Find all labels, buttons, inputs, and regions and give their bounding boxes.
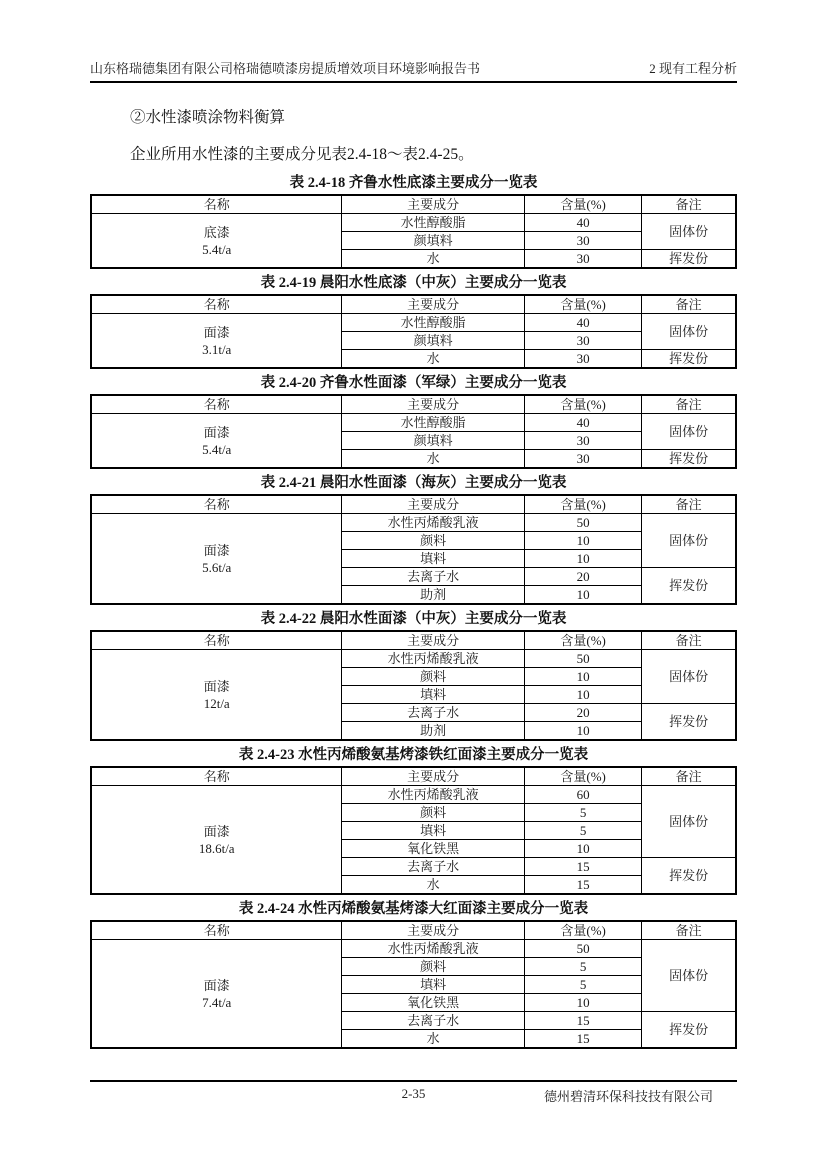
table-caption: 表 2.4-20 齐鲁水性面漆（军绿）主要成分一览表 [260, 375, 567, 391]
column-header: 名称 [91, 767, 342, 786]
column-header: 主要成分 [342, 921, 525, 940]
paint-name-line: 面漆 [203, 542, 230, 558]
content-percent-cell: 5 [524, 822, 641, 840]
content-percent-cell: 10 [524, 994, 641, 1012]
remark-cell: 挥发份 [642, 568, 736, 605]
component-cell: 水性丙烯酸乳液 [342, 786, 525, 804]
column-header: 备注 [642, 631, 736, 650]
column-header: 备注 [642, 495, 736, 514]
paint-name-line: 面漆 [203, 823, 230, 839]
content-percent-cell: 10 [524, 686, 641, 704]
component-cell: 水性丙烯酸乳液 [342, 940, 525, 958]
column-header: 含量(%) [524, 921, 641, 940]
content-percent-cell: 10 [524, 586, 641, 605]
content-percent-cell: 40 [524, 314, 641, 332]
component-cell: 水 [342, 250, 525, 269]
component-cell: 水性醇酸脂 [342, 214, 525, 232]
paint-name-line: 面漆 [203, 424, 230, 440]
component-cell: 水 [342, 1030, 525, 1049]
page-number: 2-35 [401, 1086, 426, 1101]
table-caption: 表 2.4-18 齐鲁水性底漆主要成分一览表 [289, 175, 538, 191]
component-cell: 助剂 [342, 586, 525, 605]
component-cell: 去离子水 [342, 1012, 525, 1030]
composition-table [90, 920, 737, 1049]
table-header-row [91, 767, 736, 786]
component-cell: 颜料 [342, 958, 525, 976]
component-cell: 水 [342, 350, 525, 369]
paint-name-cell [91, 514, 342, 605]
column-header: 含量(%) [524, 495, 641, 514]
paint-name-line: 底漆 [203, 224, 230, 240]
content-percent-cell: 10 [524, 550, 641, 568]
content-percent-cell: 30 [524, 432, 641, 450]
column-header: 备注 [642, 395, 736, 414]
component-cell: 氧化铁黑 [342, 840, 525, 858]
page-header [90, 60, 737, 78]
column-header: 名称 [91, 395, 342, 414]
content-percent-cell: 10 [524, 840, 641, 858]
component-cell: 颜填料 [342, 232, 525, 250]
table-row [91, 314, 736, 332]
composition-table [90, 494, 737, 605]
column-header: 备注 [642, 767, 736, 786]
composition-table [90, 394, 737, 469]
paint-name-line: 12t/a [203, 695, 230, 711]
table-row [91, 414, 736, 432]
remark-cell: 挥发份 [642, 858, 736, 895]
component-cell: 颜填料 [342, 432, 525, 450]
column-header: 名称 [91, 495, 342, 514]
table-header-row [91, 631, 736, 650]
component-cell: 助剂 [342, 722, 525, 741]
paint-name-line: 面漆 [203, 977, 230, 993]
content-percent-cell: 30 [524, 232, 641, 250]
table-header-row [91, 495, 736, 514]
remark-cell: 固体份 [642, 786, 736, 858]
table-header-row [91, 295, 736, 314]
remark-cell: 固体份 [642, 214, 736, 250]
tables-container [90, 174, 737, 1049]
column-header: 名称 [91, 631, 342, 650]
remark-cell: 固体份 [642, 940, 736, 1012]
paint-name-cell [91, 786, 342, 895]
component-cell: 填料 [342, 976, 525, 994]
column-header: 主要成分 [342, 295, 525, 314]
component-cell: 去离子水 [342, 704, 525, 722]
intro-paragraph: 企业所用水性漆的主要成分见表2.4-18～表2.4-25。 [130, 146, 474, 163]
content-percent-cell: 30 [524, 350, 641, 369]
remark-cell: 挥发份 [642, 350, 736, 369]
column-header: 备注 [642, 295, 736, 314]
table-row [91, 514, 736, 532]
column-header: 主要成分 [342, 195, 525, 214]
component-cell: 填料 [342, 822, 525, 840]
component-cell: 填料 [342, 686, 525, 704]
paint-name-cell [91, 214, 342, 269]
column-header: 含量(%) [524, 767, 641, 786]
header-chapter-label: 2 现有工程分析 [649, 61, 737, 76]
component-cell: 水性醇酸脂 [342, 414, 525, 432]
footer-company-name: 德州碧清环保科技技有限公司 [543, 1089, 713, 1104]
content-percent-cell: 10 [524, 532, 641, 550]
paint-name-line: 5.4t/a [202, 241, 232, 257]
column-header: 含量(%) [524, 195, 641, 214]
paint-name-cell [91, 940, 342, 1049]
content-percent-cell: 60 [524, 786, 641, 804]
composition-table [90, 194, 737, 269]
component-cell: 水 [342, 876, 525, 895]
component-cell: 颜料 [342, 668, 525, 686]
content-percent-cell: 20 [524, 568, 641, 586]
content-percent-cell: 10 [524, 722, 641, 741]
section-heading: ②水性漆喷涂物料衡算 [130, 109, 286, 126]
column-header: 主要成分 [342, 631, 525, 650]
paint-name-cell [91, 650, 342, 741]
content-percent-cell: 40 [524, 414, 641, 432]
column-header: 主要成分 [342, 767, 525, 786]
composition-table [90, 294, 737, 369]
remark-cell: 固体份 [642, 514, 736, 568]
paint-name-line: 3.1t/a [202, 341, 232, 357]
content-percent-cell: 5 [524, 976, 641, 994]
component-cell: 水 [342, 450, 525, 469]
table-header-row [91, 195, 736, 214]
component-cell: 去离子水 [342, 568, 525, 586]
header-report-title: 山东格瑞德集团有限公司格瑞德喷漆房提质增效项目环境影响报告书 [90, 61, 481, 76]
component-cell: 填料 [342, 550, 525, 568]
table-row [91, 650, 736, 668]
page-footer [90, 1080, 737, 1104]
composition-table [90, 766, 737, 895]
component-cell: 水性丙烯酸乳液 [342, 650, 525, 668]
remark-cell: 固体份 [642, 414, 736, 450]
content-percent-cell: 30 [524, 332, 641, 350]
column-header: 含量(%) [524, 631, 641, 650]
paint-name-line: 18.6t/a [198, 840, 235, 856]
component-cell: 氧化铁黑 [342, 994, 525, 1012]
column-header: 名称 [91, 195, 342, 214]
component-cell: 颜料 [342, 532, 525, 550]
content-percent-cell: 15 [524, 1030, 641, 1049]
content-percent-cell: 15 [524, 1012, 641, 1030]
table-header-row [91, 921, 736, 940]
remark-cell: 挥发份 [642, 250, 736, 269]
paint-name-line: 5.6t/a [202, 559, 232, 575]
content-percent-cell: 10 [524, 668, 641, 686]
content-percent-cell: 5 [524, 958, 641, 976]
component-cell: 去离子水 [342, 858, 525, 876]
column-header: 含量(%) [524, 395, 641, 414]
content-percent-cell: 40 [524, 214, 641, 232]
paint-name-line: 面漆 [203, 324, 230, 340]
content-percent-cell: 50 [524, 940, 641, 958]
column-header: 备注 [642, 195, 736, 214]
table-header-row [91, 395, 736, 414]
component-cell: 颜料 [342, 804, 525, 822]
table-caption: 表 2.4-24 水性丙烯酸氨基烤漆大红面漆主要成分一览表 [238, 901, 589, 917]
content-percent-cell: 30 [524, 250, 641, 269]
header-rule [90, 81, 737, 83]
table-caption: 表 2.4-21 晨阳水性面漆（海灰）主要成分一览表 [260, 475, 567, 491]
content-percent-cell: 50 [524, 650, 641, 668]
composition-table [90, 630, 737, 741]
component-cell: 水性醇酸脂 [342, 314, 525, 332]
table-caption: 表 2.4-23 水性丙烯酸氨基烤漆铁红面漆主要成分一览表 [238, 747, 589, 763]
paint-name-line: 7.4t/a [202, 994, 232, 1010]
content-percent-cell: 15 [524, 858, 641, 876]
paint-name-cell [91, 314, 342, 369]
component-cell: 水性丙烯酸乳液 [342, 514, 525, 532]
content-percent-cell: 20 [524, 704, 641, 722]
table-row [91, 786, 736, 804]
remark-cell: 挥发份 [642, 450, 736, 469]
column-header: 备注 [642, 921, 736, 940]
table-caption: 表 2.4-22 晨阳水性面漆（中灰）主要成分一览表 [260, 611, 567, 627]
column-header: 主要成分 [342, 395, 525, 414]
table-row [91, 214, 736, 232]
table-row [91, 940, 736, 958]
column-header: 主要成分 [342, 495, 525, 514]
paint-name-line: 面漆 [203, 678, 230, 694]
content-percent-cell: 15 [524, 876, 641, 895]
column-header: 名称 [91, 295, 342, 314]
component-cell: 颜填料 [342, 332, 525, 350]
paint-name-line: 5.4t/a [202, 441, 232, 457]
remark-cell: 挥发份 [642, 1012, 736, 1049]
column-header: 名称 [91, 921, 342, 940]
column-header: 含量(%) [524, 295, 641, 314]
paint-name-cell [91, 414, 342, 469]
remark-cell: 固体份 [642, 650, 736, 704]
remark-cell: 挥发份 [642, 704, 736, 741]
table-caption: 表 2.4-19 晨阳水性底漆（中灰）主要成分一览表 [260, 275, 567, 291]
remark-cell: 固体份 [642, 314, 736, 350]
content-percent-cell: 30 [524, 450, 641, 469]
content-percent-cell: 5 [524, 804, 641, 822]
content-percent-cell: 50 [524, 514, 641, 532]
